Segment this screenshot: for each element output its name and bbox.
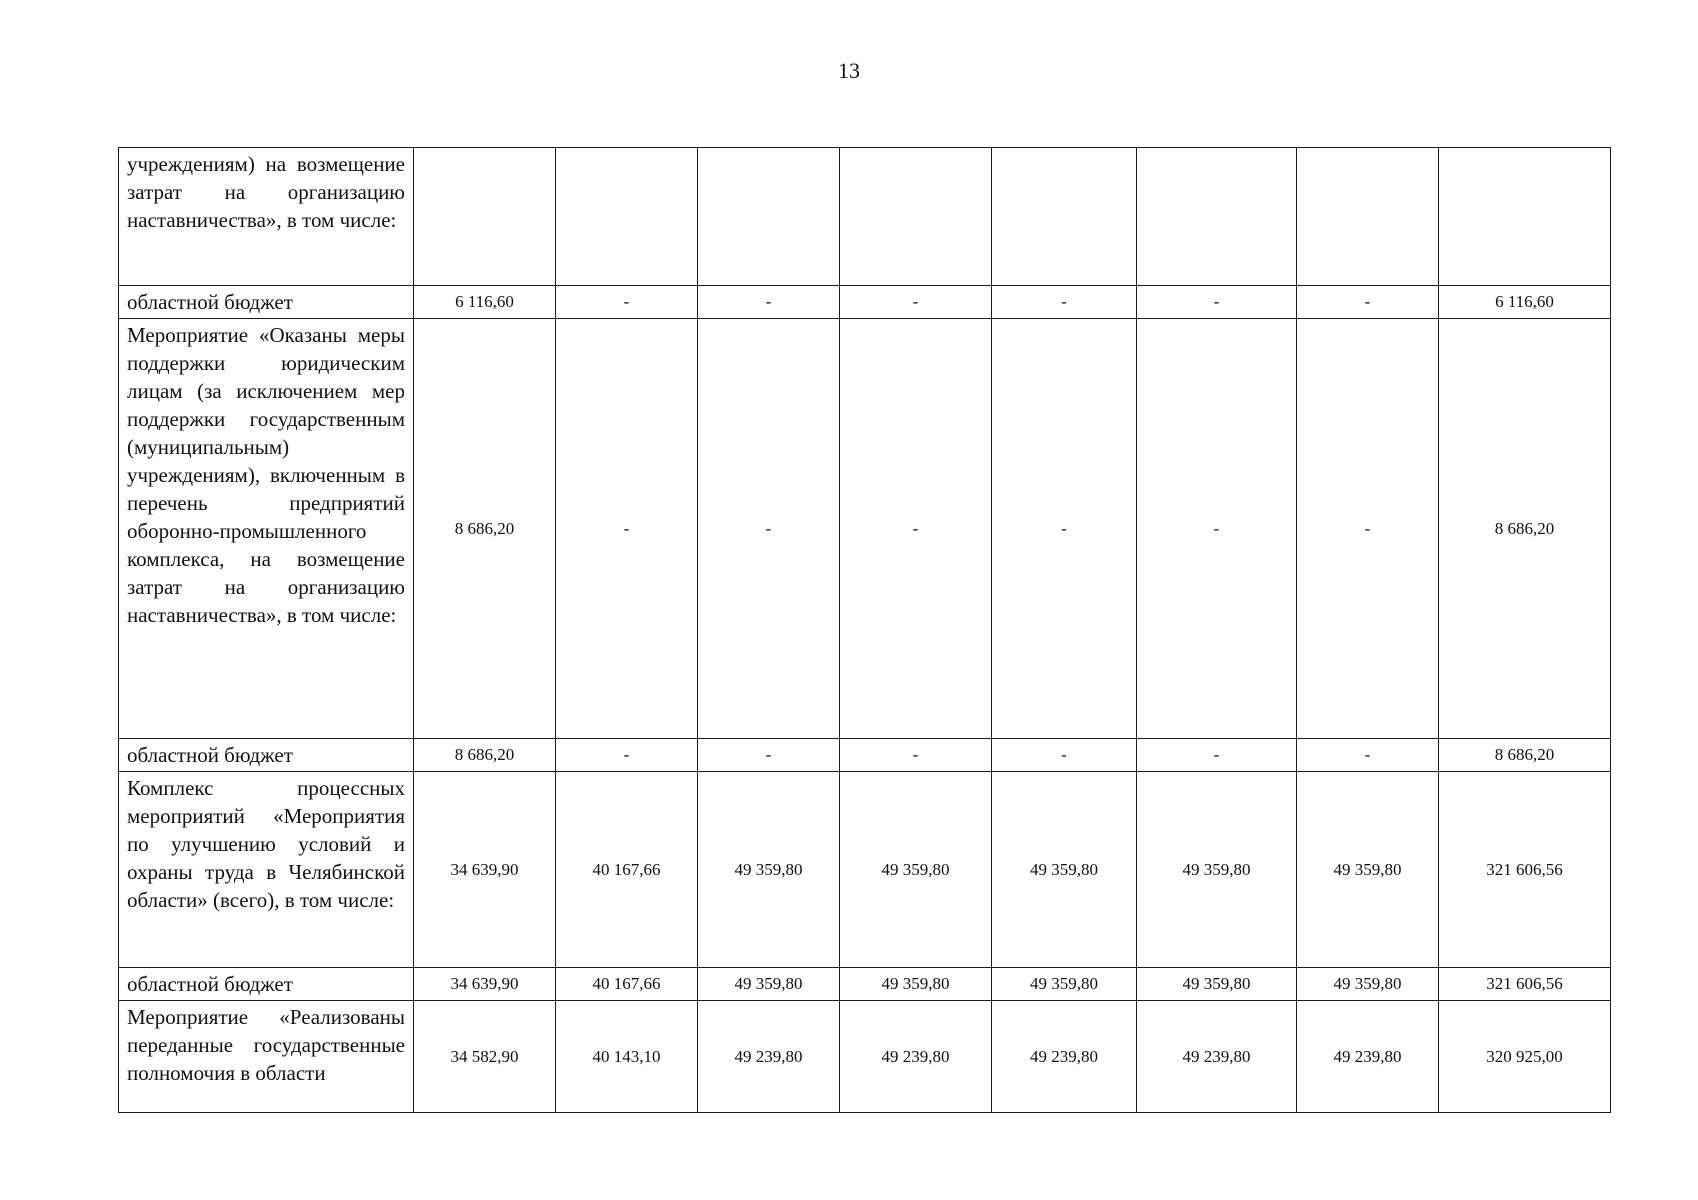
value-cell — [992, 148, 1137, 286]
row-label: учреждениям) на возмещение затрат на организацию наставничества», в том числе: — [127, 152, 405, 232]
value-cell: 40 167,66 — [556, 968, 698, 1001]
value-cell: - — [698, 319, 840, 739]
value-cell: - — [992, 286, 1137, 319]
value-cell — [414, 148, 556, 286]
value-cell: - — [1297, 319, 1439, 739]
table-row — [119, 148, 1611, 286]
value-cell: 49 359,80 — [840, 968, 992, 1001]
table-row — [119, 739, 1611, 772]
value-cell: 49 239,80 — [698, 1001, 840, 1113]
value-cell: 8 686,20 — [414, 319, 556, 739]
row-label: Мероприятие «Реализованы переданные государственные полномочия в области — [127, 1005, 405, 1085]
value-cell: 6 116,60 — [414, 286, 556, 319]
value-cell: - — [992, 739, 1137, 772]
table-row — [119, 319, 1611, 739]
value-cell: 49 359,80 — [1297, 968, 1439, 1001]
value-cell: - — [698, 739, 840, 772]
value-cell: - — [1137, 286, 1297, 319]
table-row — [119, 772, 1611, 968]
row-label: областной бюджет — [127, 290, 293, 314]
row-label: Комплекс процессных мероприятий «Мероприятия по улучшению условий и охраны труда в Челябинской области» (всего), в том числе: — [127, 776, 405, 912]
value-cell: 49 359,80 — [1297, 772, 1439, 968]
value-cell: 49 359,80 — [992, 968, 1137, 1001]
table-row — [119, 968, 1611, 1001]
value-cell: 49 239,80 — [1297, 1001, 1439, 1113]
total-cell: 321 606,56 — [1439, 968, 1611, 1001]
row-label-cell — [119, 286, 414, 319]
value-cell: - — [840, 286, 992, 319]
total-cell: 320 925,00 — [1439, 1001, 1611, 1113]
value-cell: - — [556, 286, 698, 319]
value-cell: 49 359,80 — [992, 772, 1137, 968]
total-cell: 6 116,60 — [1439, 286, 1611, 319]
value-cell — [698, 148, 840, 286]
row-label-cell — [119, 319, 414, 739]
total-cell: 321 606,56 — [1439, 772, 1611, 968]
value-cell: 8 686,20 — [414, 739, 556, 772]
row-label-cell — [119, 148, 414, 286]
page-number: 13 — [838, 58, 860, 83]
value-cell: - — [1137, 739, 1297, 772]
value-cell: - — [1137, 319, 1297, 739]
value-cell: - — [698, 286, 840, 319]
row-label: Мероприятие «Оказаны меры поддержки юридическим лицам (за исключением мер поддержки государственным (муниципальным) учреждениям), включенным в перечень предприятий оборонно-промышленного комплекса, на возмещение затрат на организацию наставничества», в том числе: — [127, 323, 405, 627]
value-cell: 40 143,10 — [556, 1001, 698, 1113]
value-cell: 49 239,80 — [992, 1001, 1137, 1113]
total-cell: 8 686,20 — [1439, 739, 1611, 772]
value-cell: 49 239,80 — [1137, 1001, 1297, 1113]
value-cell: - — [556, 319, 698, 739]
row-label-cell — [119, 1001, 414, 1113]
table-row — [119, 1001, 1611, 1113]
value-cell: - — [1297, 286, 1439, 319]
row-label-cell — [119, 739, 414, 772]
value-cell — [556, 148, 698, 286]
value-cell: - — [556, 739, 698, 772]
value-cell: - — [840, 319, 992, 739]
value-cell — [1137, 148, 1297, 286]
value-cell: 40 167,66 — [556, 772, 698, 968]
value-cell: - — [1297, 739, 1439, 772]
row-label-cell — [119, 772, 414, 968]
table-row — [119, 286, 1611, 319]
value-cell: 34 639,90 — [414, 772, 556, 968]
value-cell: 49 359,80 — [840, 772, 992, 968]
value-cell: 49 239,80 — [840, 1001, 992, 1113]
value-cell — [1297, 148, 1439, 286]
budget-table — [118, 147, 1611, 1113]
value-cell: 49 359,80 — [698, 772, 840, 968]
row-label: областной бюджет — [127, 972, 293, 996]
value-cell: - — [992, 319, 1137, 739]
value-cell: 49 359,80 — [698, 968, 840, 1001]
value-cell — [840, 148, 992, 286]
value-cell: 49 359,80 — [1137, 968, 1297, 1001]
value-cell: 49 359,80 — [1137, 772, 1297, 968]
total-cell — [1439, 148, 1611, 286]
row-label-cell — [119, 968, 414, 1001]
total-cell: 8 686,20 — [1439, 319, 1611, 739]
value-cell: 34 639,90 — [414, 968, 556, 1001]
row-label: областной бюджет — [127, 743, 293, 767]
value-cell: 34 582,90 — [414, 1001, 556, 1113]
value-cell: - — [840, 739, 992, 772]
